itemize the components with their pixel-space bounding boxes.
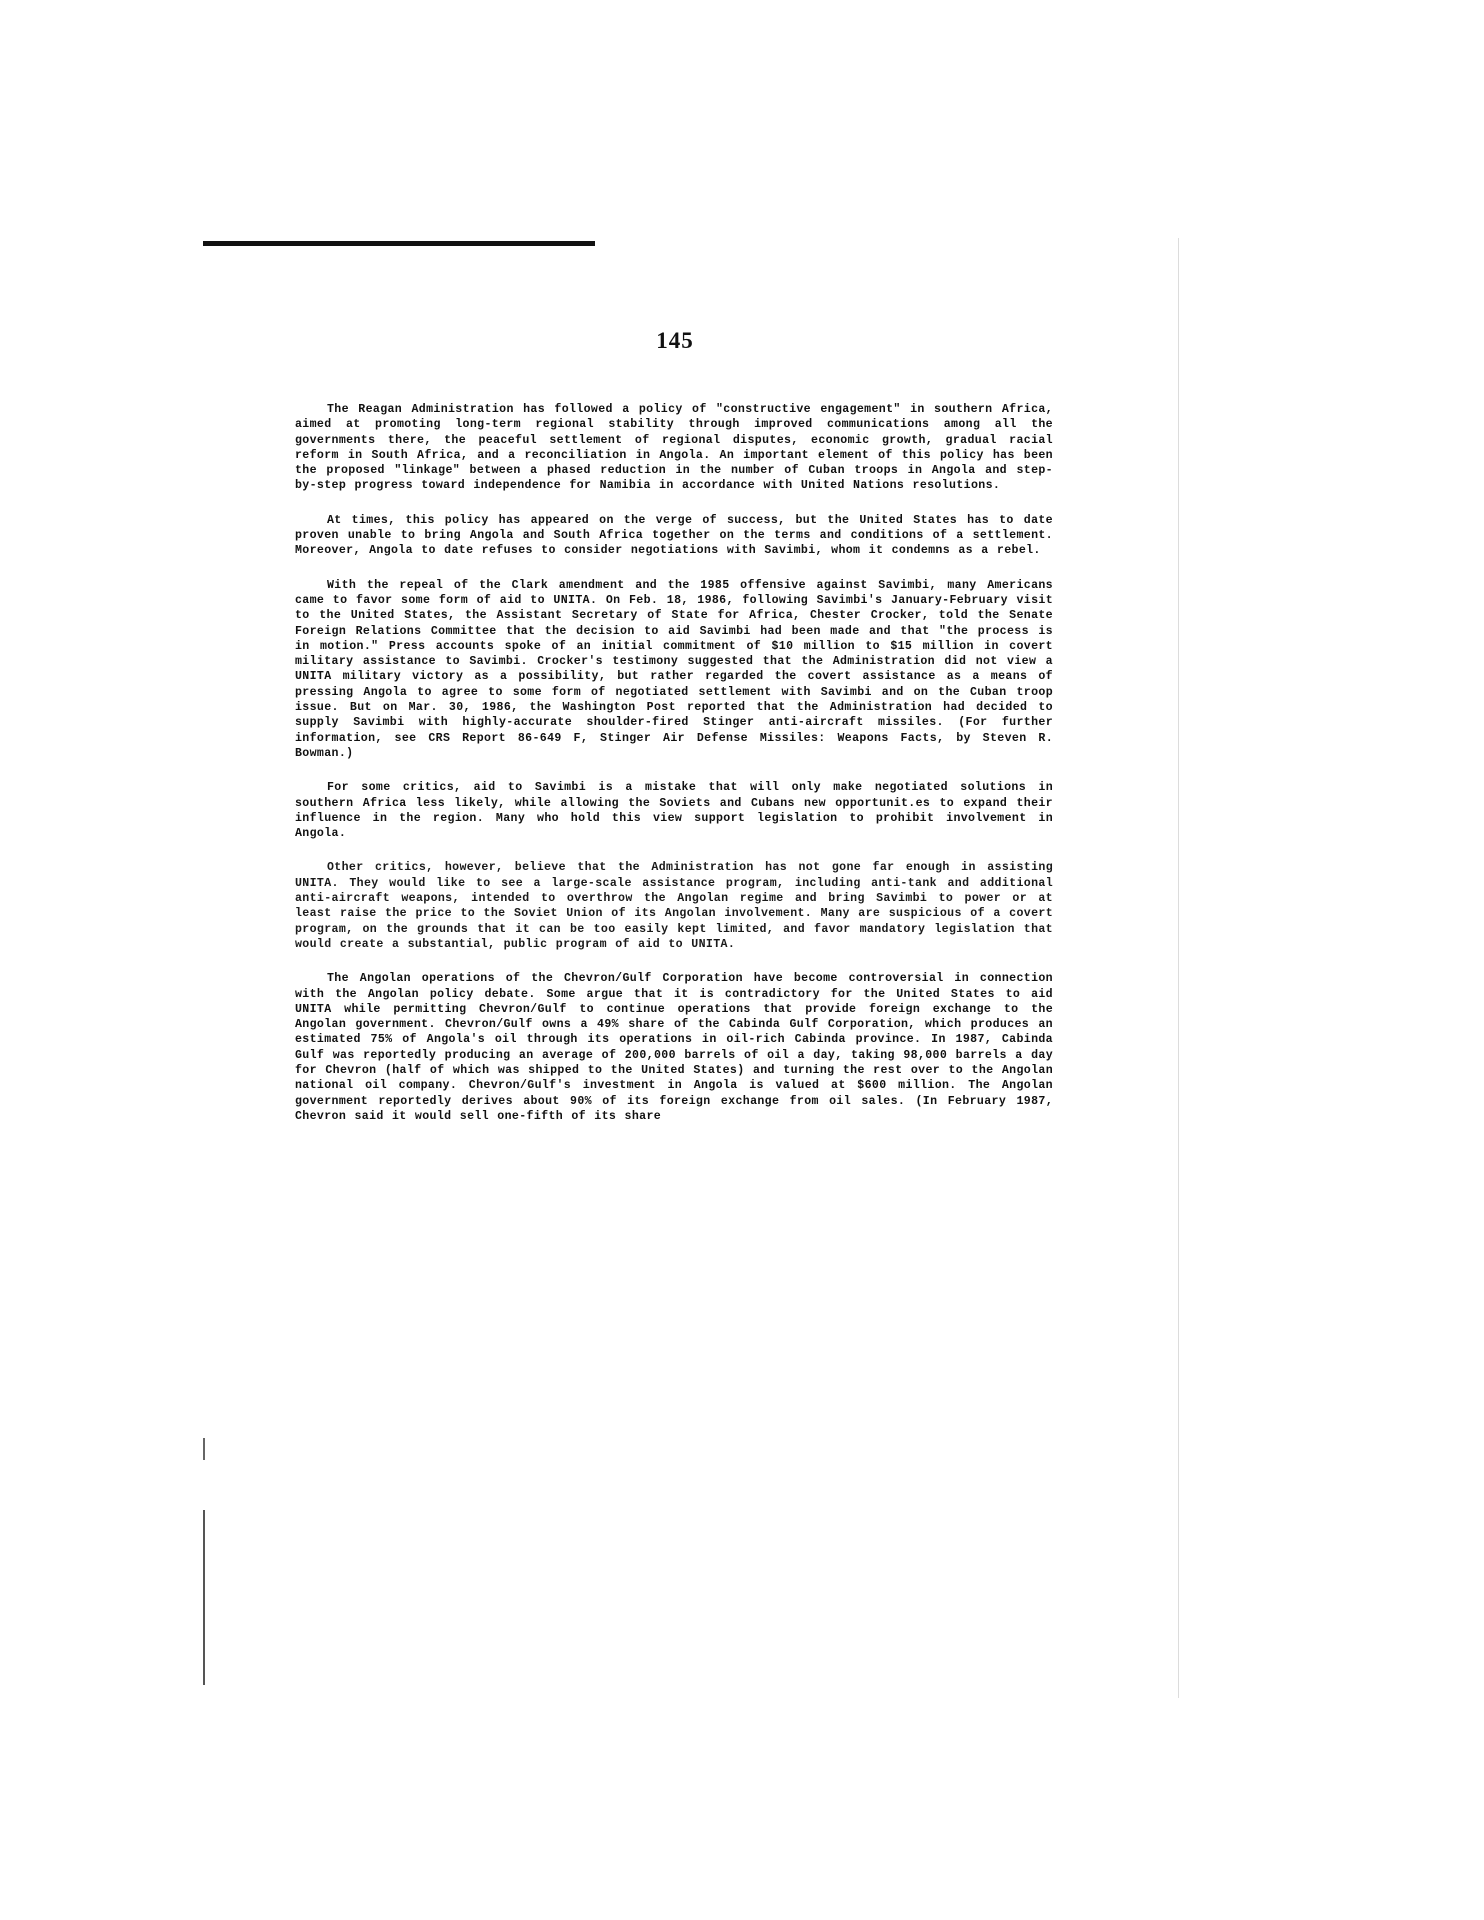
paragraph-chevron-gulf: The Angolan operations of the Chevron/Gulf Corporation have become controversial in connection with the Angolan policy debate. Some argue that it is contradictory for the United States to aid UNITA while permitting Chevron/Gulf to continue operations that provide foreign exchange to the Angolan government. Chevron/Gulf owns a 49% share of the Cabinda Gulf Corporation, which produces an estimated 75% of Angola's oil through its operations in oil-rich Cabinda province. In 1987, Cabinda Gulf was reportedly producing an average of 200,000 barrels of oil a day, taking 98,000 barrels a day for Chevron (half of which was shipped to the United States) and turning the rest over to the Angolan national oil company. Chevron/Gulf's investment in Angola is valued at $600 million. The Angolan government reportedly derives about 90% of its foreign exchange from oil sales. (In February 1987, Chevron said it would sell one-fifth of its share (295, 972, 1053, 1123)
body-text (295, 402, 1053, 1143)
paragraph-aid-to-unita: With the repeal of the Clark amendment and the 1985 offensive against Savimbi, many Americans came to favor some form of aid to UNITA. On Feb. 18, 1986, following Savimbi's January-February visit to the United States, the Assistant Secretary of State for Africa, Chester Crocker, told the Senate Foreign Relations Committee that the decision to aid Savimbi had been made and that "the process is in motion." Press accounts spoke of an initial commitment of $10 million to $15 million in covert military assistance to Savimbi. Crocker's testimony suggested that the Administration did not view a UNITA military victory as a possibility, but rather regarded the covert assistance as a means of pressing Angola to agree to some form of negotiated settlement with Savimbi and on the Cuban troop issue. But on Mar. 30, 1986, the Washington Post reported that the Administration had decided to supply Savimbi with highly-accurate shoulder-fired Stinger anti-aircraft missiles. (For further information, see CRS Report 86-649 F, Stinger Air Defense Missiles: Weapons Facts, by Steven R. Bowman.) (295, 578, 1053, 760)
paragraph-critics-mistake: For some critics, aid to Savimbi is a mistake that will only make negotiated solutions in southern Africa less likely, while allowing the Soviets and Cubans new opportunit.es to expand their influence in the region. Many who hold this view support legislation to prohibit involvement in Angola. (295, 781, 1053, 841)
paragraph-constructive-engagement: The Reagan Administration has followed a policy of "constructive engagement" in southern Africa, aimed at promoting long-term regional stability through improved communications among all the governments there, the peaceful settlement of regional disputes, economic growth, gradual racial reform in South Africa, and a reconciliation in Angola. An important element of this policy has been the proposed "linkage" between a phased reduction in the number of Cuban troops in Angola and step-by-step progress toward independence for Namibia in accordance with United Nations resolutions. (295, 403, 1053, 493)
paragraph-verge-of-success: At times, this policy has appeared on the verge of success, but the United States has to date proven unable to bring Angola and South Africa together on the terms and conditions of a settlement. Moreover, Angola to date refuses to consider negotiations with Savimbi, whom it condemns as a rebel. (295, 513, 1053, 558)
paragraph-other-critics: Other critics, however, believe that the Administration has not gone far enough in assisting UNITA. They would like to see a large-scale assistance program, including anti-tank and additional anti-aircraft weapons, intended to overthrow the Angolan regime and bring Savimbi to power or at least raise the price to the Soviet Union of its Angolan involvement. Many are suspicious of a covert program, on the grounds that it can be too easily kept limited, and favor mandatory legislation that would create a substantial, public program of aid to UNITA. (295, 861, 1053, 951)
top-rule-line (203, 241, 595, 246)
page-number: 145 (656, 328, 694, 353)
page-edge-line (1178, 238, 1179, 1698)
margin-binding-mark (203, 1510, 205, 1685)
margin-mark (203, 1438, 205, 1460)
